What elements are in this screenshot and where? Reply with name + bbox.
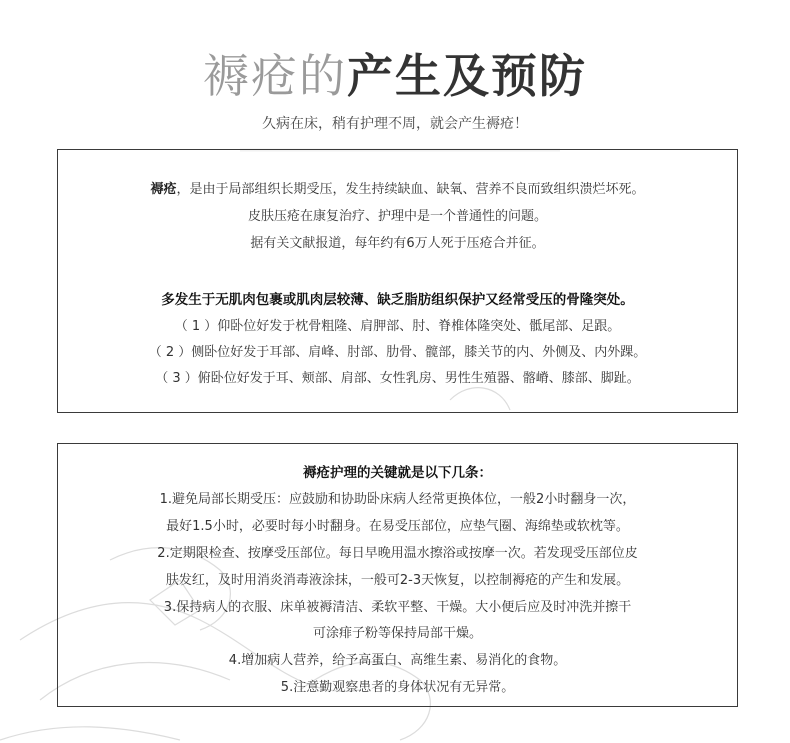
page-title — [0, 48, 790, 104]
care-line: 肤发红，及时用消炎消毒液涂抹，一般可2-3天恢复，以控制褥疮的产生和发展。 — [165, 573, 630, 588]
definition-text: ，是由于局部组织长期受压，发生持续缺血、缺氧、营养不良而致组织溃烂坏死。 — [176, 182, 645, 197]
care-line: 4.增加病人营养，给予高蛋白、高维生素、易消化的食物。 — [228, 653, 567, 668]
care-line: 2.定期限检查、按摩受压部位。每日早晚用温水擦浴或按摩一次。若发现受压部位皮 — [157, 546, 638, 561]
care-line: 5.注意勤观察患者的身体状况有无异常。 — [280, 680, 515, 695]
care-heading: 褥疮护理的关键就是以下几条： — [303, 465, 492, 481]
care-line: 可涂痱子粉等保持局部干燥。 — [312, 626, 482, 641]
site-item: （ 3 ）俯卧位好发于耳、颊部、肩部、女性乳房、男性生殖器、髂嵴、膝部、脚趾。 — [155, 371, 640, 386]
title-light-part: 褥疮的 — [203, 49, 347, 103]
intro-box — [57, 149, 738, 413]
sites-heading: 多发生于无肌肉包裹或肌肉层较薄、缺乏脂肪组织保护又经常受压的骨隆突处。 — [161, 292, 634, 308]
care-line: 1.避免局部长期受压：应鼓励和协助卧床病人经常更换体位，一般2小时翻身一次， — [159, 492, 636, 507]
site-item: （ 1 ）仰卧位好发于枕骨粗隆、肩胛部、肘、脊椎体隆突处、骶尾部、足跟。 — [174, 319, 621, 334]
care-line: 3.保持病人的衣服、床单被褥清洁、柔软平整、干燥。大小便后应及时冲洗并擦干 — [163, 600, 632, 615]
page-subtitle: 久病在床，稍有护理不周，就会产生褥疮！ — [262, 116, 528, 132]
care-box — [57, 443, 738, 707]
site-item: （ 2 ）侧卧位好发于耳部、肩峰、肘部、肋骨、髋部，膝关节的内、外侧及、内外踝。 — [148, 345, 647, 360]
intro-line-2: 皮肤压疮在康复治疗、护理中是一个普通性的问题。 — [247, 209, 547, 224]
care-line: 最好1.5小时，必要时每小时翻身。在易受压部位，应垫气圈、海绵垫或软枕等。 — [166, 519, 629, 534]
definition-line — [58, 178, 737, 197]
definition-term: 褥疮 — [150, 182, 177, 197]
intro-line-3: 据有关文献报道，每年约有6万人死于压疮合并征。 — [250, 236, 545, 251]
title-bold-part: 产生及预防 — [347, 49, 587, 103]
